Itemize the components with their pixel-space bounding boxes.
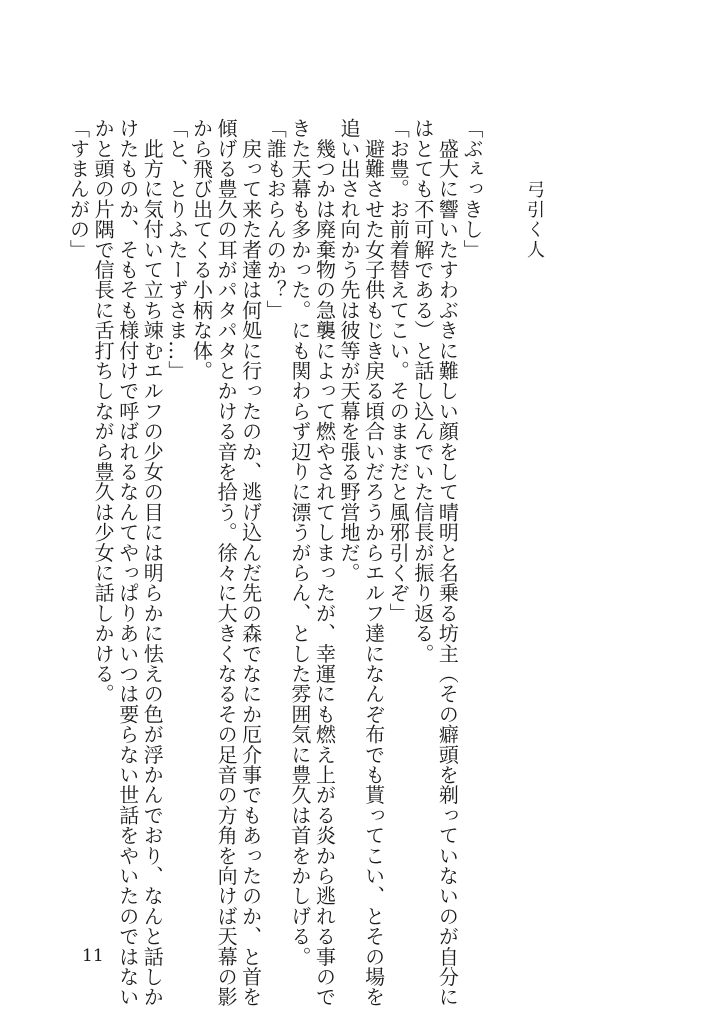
text-line: 「ぶぇっきし」 — [460, 118, 484, 260]
text-line: 「と、とりふたーずさま…」 — [164, 118, 189, 381]
text-line: 盛大に響いたすわぶきに難しい顔をして晴明と名乗る坊主（その癖頭を剃っていないのが自分に — [435, 118, 460, 1007]
text-line: から飛び出てくる小柄な体。 — [189, 118, 214, 381]
text-line: 幾つかは廃棄物の急襲によって燃やされてしまったが、幸運にも燃え上がる炎から逃れる事ので — [312, 118, 337, 1007]
page-number: 11 — [82, 946, 104, 966]
text-line: はとても不可解である）と話し込んでいた信長が振り返る。 — [410, 118, 435, 664]
text-line: 「お豊。お前着替えてこい。そのままだと風邪引くぞ」 — [386, 118, 411, 623]
text-line: 傾げる豊久の耳がパタパタとかける音を拾う。徐々に大きくなるその足音の方角を向けば天幕の影 — [214, 118, 239, 1007]
text-line: きた天幕も多かった。にも関わらず辺りに漂うがらん、とした雰囲気に豊久は首をかしげる。 — [287, 118, 312, 967]
text-line: 追い出され向かう先は彼等が天幕を張る野営地だ。 — [337, 118, 362, 583]
text-line: けたものか、そもそも様付けで呼ばれるなんてやっぱりあいつは要らない世話をやいたのではない — [115, 118, 140, 1007]
text-line: 避難させた女子供もじき戻る頃合いだろうからエルフ達になんぞ布でも貰ってこい、とその場を — [361, 118, 386, 1007]
text-line: 「すまんがの」 — [66, 118, 91, 260]
text-line: 戻って来た者達は何処に行ったのか、逃げ込んだ先の森でなにか厄介事でもあったのか、と首を — [238, 118, 263, 1007]
text-line: かと頭の片隅で信長に舌打ちしながら豊久は少女に話しかける。 — [91, 118, 116, 704]
running-head: 弓引く人 — [524, 180, 545, 260]
text-line: 此方に気付いて立ち竦むエルフの少女の目には明らかに怯えの色が浮かんでおり、なんと話しか — [140, 118, 165, 1007]
text-line: 「誰もおらんのか？」 — [263, 118, 288, 320]
